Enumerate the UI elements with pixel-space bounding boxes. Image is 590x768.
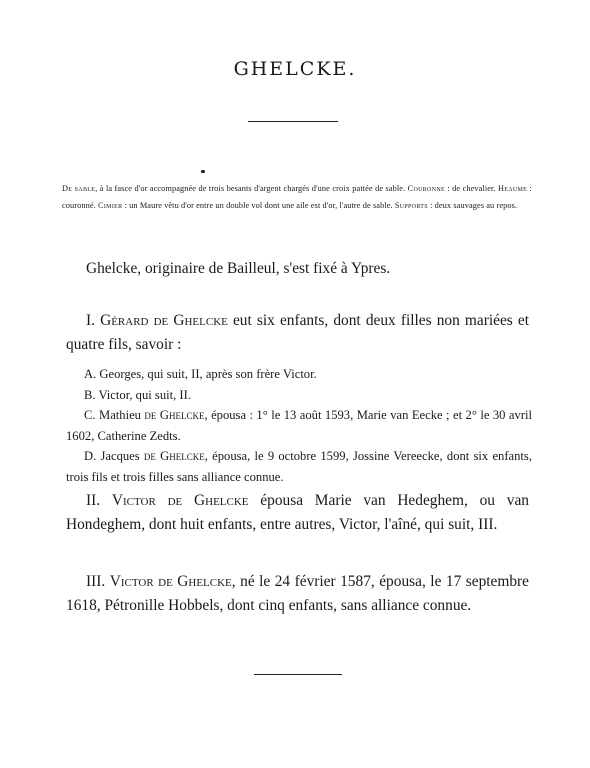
section-1	[66, 309, 529, 357]
blazon-de: De	[62, 184, 73, 193]
child-a: A. Georges, qui suit, II, après son frère Victor.	[84, 367, 317, 381]
blazon-line1: , à la fasce d'or accompagnée de trois besants d'argent chargés d'une croix pattée de sable.	[95, 184, 406, 193]
child-d-text: , épousa, le 9 octobre 1599, Jossine Vereecke, dont six enfants, trois fils et trois filles sans alliance connue.	[66, 449, 532, 484]
list-item	[66, 385, 532, 406]
children-list	[66, 364, 532, 488]
section-2-number: II.	[86, 492, 101, 509]
list-item	[66, 364, 532, 385]
child-d-prefix: D. Jacques	[84, 449, 144, 464]
blazon-supports: Supports	[394, 201, 428, 210]
section-3-number: III.	[86, 573, 106, 590]
child-d-name: de Ghelcke	[143, 449, 205, 464]
list-item	[66, 446, 532, 487]
blazon-cimier-text: : un Maure vêtu d'or entre un double vol dont une aile est d'or, l'autre de sable.	[124, 201, 393, 210]
section-2	[66, 489, 529, 537]
blazon-supports-text: : deux sauvages au repos.	[430, 201, 518, 210]
child-c-text: , épousa : 1° le 13 août 1593, Marie van Eecke ; et 2° le 30 avril 1602, Catherine Zedts.	[66, 408, 532, 443]
blazon-couronne: Couronne	[407, 184, 445, 193]
title-divider	[248, 121, 338, 122]
section-2-name: Victor de Ghelcke	[111, 492, 249, 509]
section-1-number: I.	[86, 312, 95, 329]
blazon-heaume-text: : couronné.	[62, 184, 532, 210]
blazon-heaume: Heaume	[498, 184, 528, 193]
end-divider	[254, 674, 342, 675]
list-item	[66, 405, 532, 446]
child-b: B. Victor, qui suit, II.	[84, 387, 191, 402]
section-3-text: , né le 24 février 1587, épousa, le 17 septembre 1618, Pétronille Hobbels, dont cinq enfants, sans alliance connue.	[66, 573, 530, 614]
page-title: GHELCKE.	[233, 58, 357, 80]
blazon-couronne-text: : de chevalier.	[447, 184, 496, 193]
blazon-sable: sable	[74, 184, 96, 193]
child-c-prefix: C. Mathieu	[84, 408, 145, 423]
child-c-name: de Ghelcke	[144, 408, 205, 423]
blazon-cimier: Cimier	[98, 201, 123, 210]
blazon-text	[62, 180, 532, 214]
section-2-text: épousa Marie van Hedeghem, ou van Hondeghem, dont huit enfants, entre autres, Victor, l'aîné, qui suit, III.	[66, 492, 529, 533]
intro-paragraph: Ghelcke, originaire de Bailleul, s'est fixé à Ypres.	[86, 260, 391, 277]
section-1-name: Gérard de Ghelcke	[100, 312, 228, 329]
section-3-name: Victor de Ghelcke	[109, 573, 232, 590]
section-3	[66, 570, 529, 618]
ink-mark	[201, 170, 205, 173]
section-1-text: eut six enfants, dont deux filles non mariées et quatre fils, savoir :	[66, 312, 529, 353]
